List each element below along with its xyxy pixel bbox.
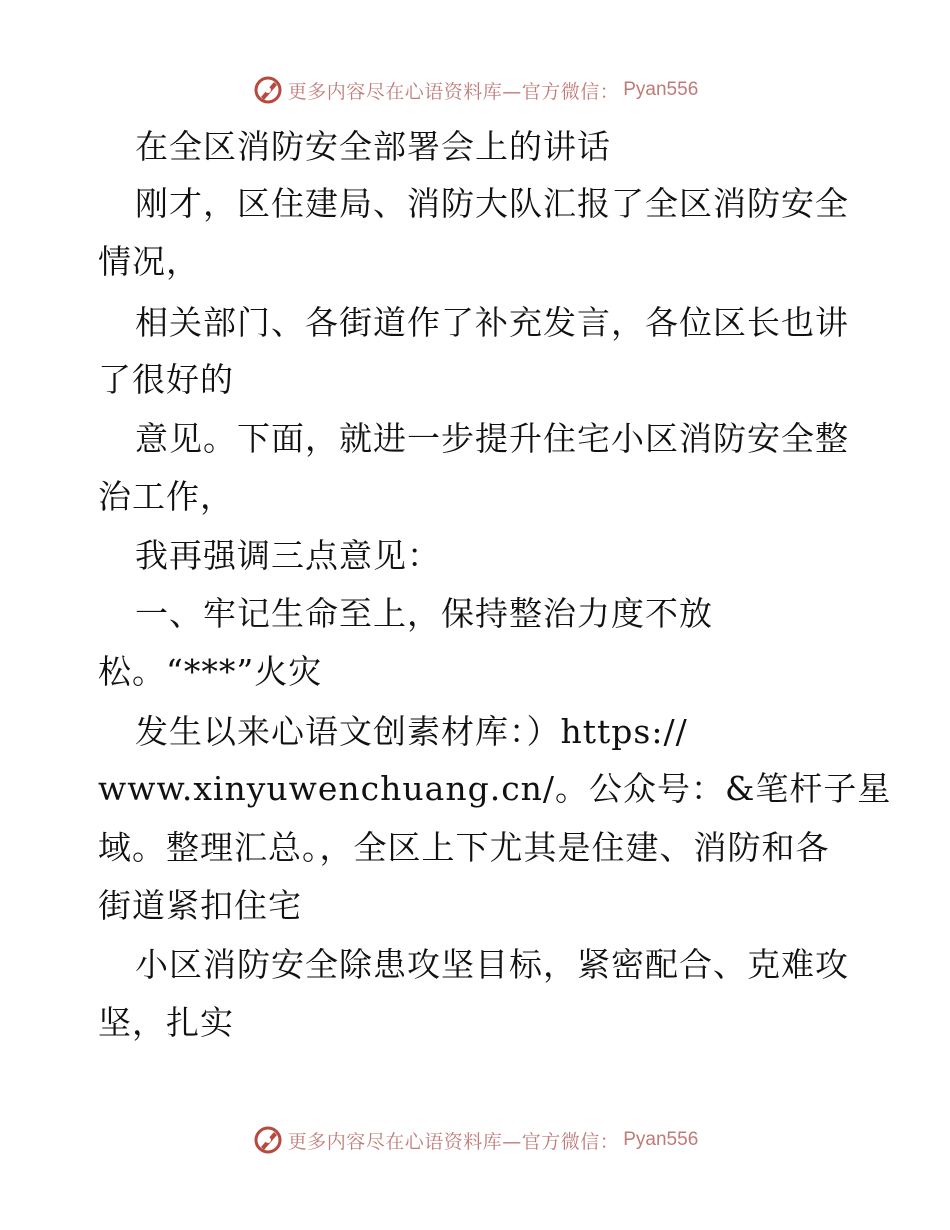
paragraph-line: 情况， bbox=[98, 242, 200, 281]
paragraph-line: 治工作， bbox=[98, 477, 234, 516]
paragraph-line: 坚，扎实 bbox=[98, 1003, 234, 1042]
paragraph-line: 刚才，区住建局、消防大队汇报了全区消防安全 bbox=[135, 184, 849, 223]
paragraph-line: 域。整理汇总。，全区上下尤其是住建、消防和各 bbox=[98, 828, 830, 867]
header-watermark bbox=[0, 70, 950, 110]
paragraph-line: 我再强调三点意见： bbox=[135, 536, 441, 575]
paragraph-line: 意见。下面，就进一步提升住宅小区消防安全整 bbox=[135, 419, 849, 458]
document-title: 在全区消防安全部署会上的讲话 bbox=[135, 127, 611, 166]
paragraph-line: www.xinyuwenchuang.cn/。公众号：&笔杆子星 bbox=[98, 769, 892, 808]
watermark-text: 更多内容尽在心语资料库—官方微信： bbox=[287, 1130, 620, 1153]
watermark-wechat-id: Pyan556 bbox=[623, 79, 699, 100]
section-heading: 一、牢记生命至上，保持整治力度不放 bbox=[135, 594, 713, 633]
watermark-wechat-id: Pyan556 bbox=[623, 1129, 699, 1150]
paragraph-line: 松。“***”火灾 bbox=[98, 652, 323, 691]
watermark-text: 更多内容尽在心语资料库—官方微信： bbox=[287, 80, 620, 103]
paragraph-line: 发生以来心语文创素材库：）https:// bbox=[135, 712, 688, 751]
paragraph-line: 相关部门、各街道作了补充发言，各位区长也讲 bbox=[135, 303, 849, 342]
footer-watermark bbox=[0, 1120, 950, 1160]
paragraph-line: 街道紧扣住宅 bbox=[98, 886, 302, 925]
paragraph-line: 小区消防安全除患攻坚目标，紧密配合、克难攻 bbox=[135, 945, 849, 984]
pen-logo-icon bbox=[252, 74, 284, 106]
pen-logo-icon bbox=[252, 1124, 284, 1156]
paragraph-line: 了很好的 bbox=[98, 360, 234, 399]
